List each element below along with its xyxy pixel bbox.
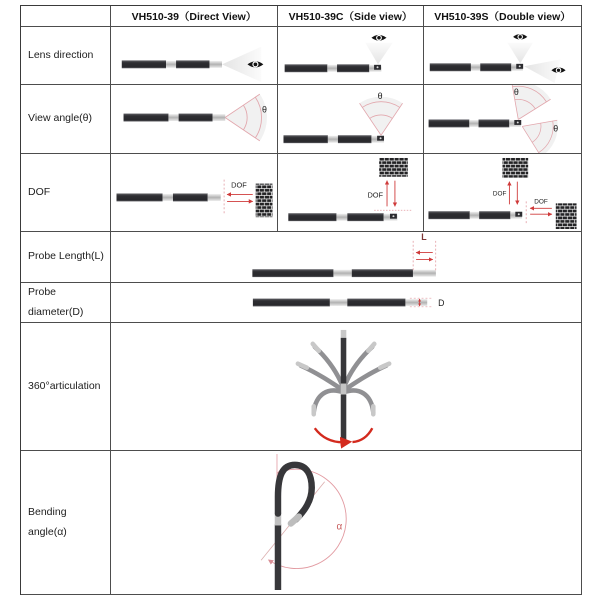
lens-direction-side-illustration xyxy=(278,27,423,84)
articulation-illustration xyxy=(111,323,581,450)
brick-wall-top xyxy=(503,158,529,178)
camera-window xyxy=(374,65,381,70)
view-cone xyxy=(365,43,393,65)
row-label-probe-diameter: Probe diameter(D) xyxy=(21,283,111,323)
eye-icon xyxy=(513,34,527,40)
cell-lens-direction-direct xyxy=(111,27,278,85)
eye-icon xyxy=(371,35,386,41)
probe xyxy=(429,119,521,127)
header-model-double: VH510-39S（Double view） xyxy=(424,6,582,27)
camera-window xyxy=(514,120,521,125)
dof-label: DOF xyxy=(231,180,247,190)
theta-label: θ xyxy=(553,123,559,134)
lens-direction-double-illustration xyxy=(424,27,581,84)
brick-wall-right xyxy=(556,203,577,229)
camera-window xyxy=(515,212,522,217)
header-corner-cell xyxy=(21,6,111,27)
dof-label: DOF xyxy=(534,198,548,206)
camera-window xyxy=(516,64,523,69)
probe-tip xyxy=(291,517,299,524)
row-label-probe-length: Probe Length(L) xyxy=(21,232,111,283)
bending-angle-illustration xyxy=(111,451,581,594)
row-label-bending-angle: Bending angle(α) xyxy=(21,451,111,595)
probe xyxy=(117,193,221,201)
brick-wall xyxy=(256,184,273,218)
probe xyxy=(283,135,384,143)
camera-window xyxy=(377,136,384,141)
probe xyxy=(285,64,382,72)
probe-diameter-illustration xyxy=(111,283,581,322)
alpha-label: α xyxy=(336,521,343,533)
brick-wall xyxy=(379,158,408,177)
probe xyxy=(430,63,523,71)
cell-lens-direction-side xyxy=(278,27,424,85)
dof-double-illustration xyxy=(424,154,581,231)
length-label: L xyxy=(421,232,427,242)
row-label-lens-direction: Lens direction xyxy=(21,27,111,85)
cell-view-angle-direct xyxy=(111,85,278,154)
angle-fan xyxy=(360,97,403,136)
cell-dof-double xyxy=(424,154,582,232)
cell-view-angle-side xyxy=(278,85,424,154)
view-cone-up xyxy=(507,43,533,64)
theta-label: θ xyxy=(261,104,267,115)
probe xyxy=(288,213,397,221)
probe xyxy=(122,60,222,68)
probe xyxy=(252,269,436,277)
dof-label: DOF xyxy=(367,190,384,200)
camera-window xyxy=(390,214,397,219)
cell-bending-angle xyxy=(111,451,582,595)
theta-label: θ xyxy=(513,86,519,97)
diameter-label: D xyxy=(438,297,445,308)
view-angle-double-illustration xyxy=(424,85,581,153)
header-model-side: VH510-39C（Side view） xyxy=(278,6,424,27)
dof-side-illustration xyxy=(278,154,423,231)
theta-label: θ xyxy=(377,90,383,101)
cell-probe-length xyxy=(111,232,582,283)
row-label-articulation: 360°articulation xyxy=(21,323,111,451)
lens-direction-direct-illustration xyxy=(111,27,277,84)
angle-fan xyxy=(225,94,267,141)
cell-view-angle-double xyxy=(424,85,582,154)
dof-label: DOF xyxy=(492,190,507,198)
probe-length-illustration xyxy=(111,232,581,282)
cell-probe-diameter xyxy=(111,283,582,323)
view-angle-direct-illustration xyxy=(111,85,277,153)
probe xyxy=(428,211,522,219)
cell-dof-direct xyxy=(111,154,278,232)
header-model-direct: VH510-39（Direct View） xyxy=(111,6,278,27)
probe xyxy=(124,114,226,122)
comparison-table xyxy=(20,5,582,595)
view-angle-side-illustration xyxy=(278,85,423,153)
cell-lens-direction-double xyxy=(424,27,582,85)
probe xyxy=(253,299,427,307)
cell-dof-side xyxy=(278,154,424,232)
row-label-dof: DOF xyxy=(21,154,111,232)
cell-articulation xyxy=(111,323,582,451)
row-label-view-angle: View angle(θ) xyxy=(21,85,111,154)
dof-direct-illustration xyxy=(111,154,277,231)
bent-probe xyxy=(278,465,312,520)
